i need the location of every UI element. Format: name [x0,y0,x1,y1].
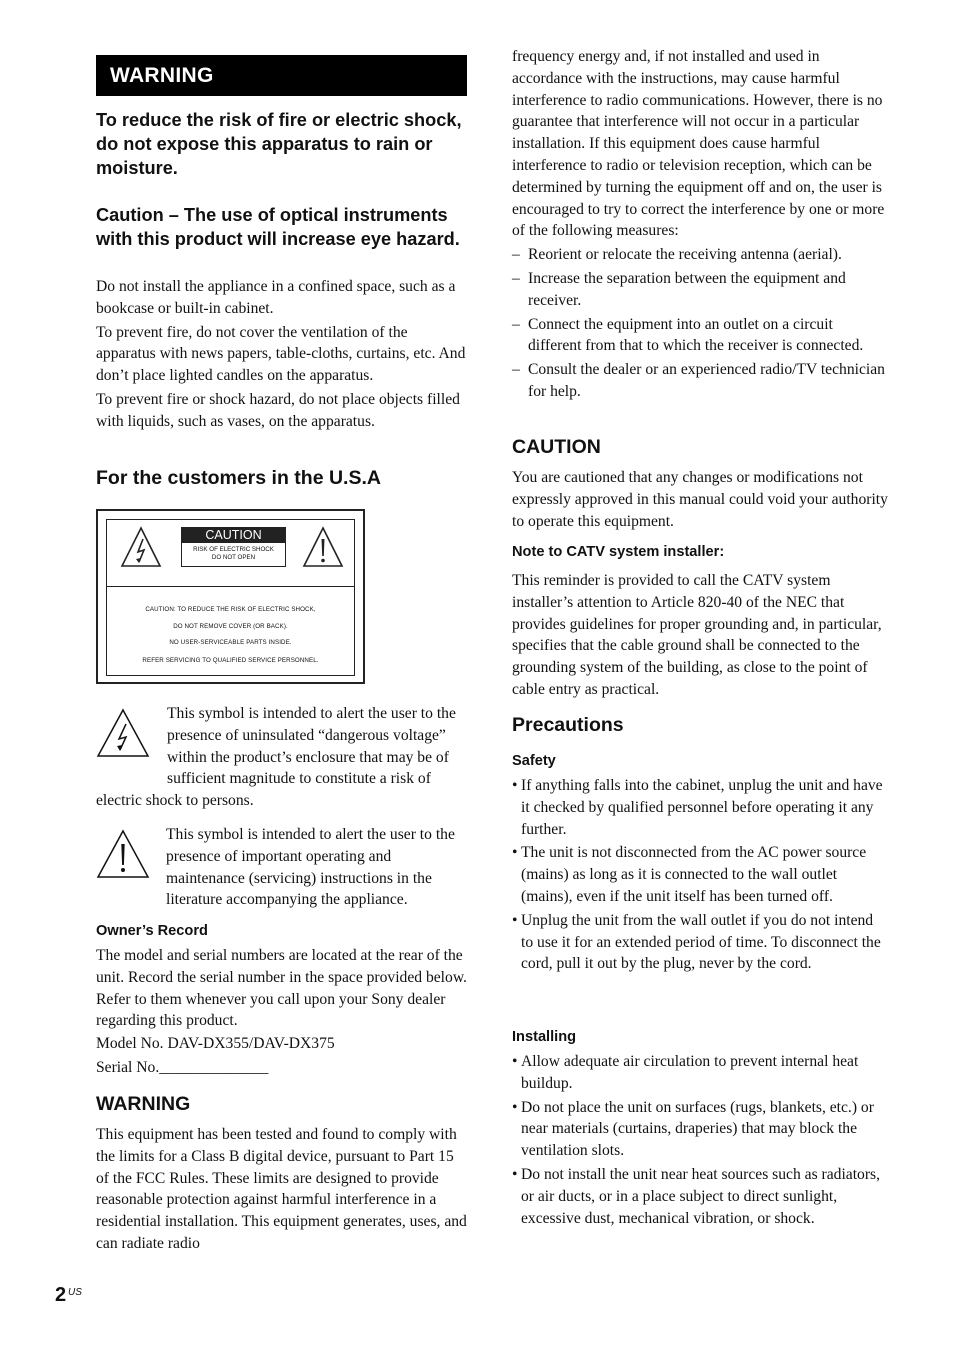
left-paragraphs [96,276,468,433]
measure-text: Reorient or relocate the receiving antenna (aerial). [528,246,842,264]
installing-item: • Do not install the unit near heat sources such as radiators, or air ducts, or in a place subject to direct sunlight, excessive dust, mechanical vibration, or shock. [512,1165,880,1227]
measure-text: Consult the dealer or an experienced radio/TV technician for help. [528,361,885,400]
measure-item: – Increase the separation between the equipment and receiver. [512,269,846,309]
catv-heading: Note to CATV system installer: [512,544,725,560]
symbol1-spacer [96,703,167,769]
page-suffix: US [68,1287,82,1298]
page-number: 2 [55,1284,67,1306]
right-top-block [512,46,888,403]
label-line-4: REFER SERVICING TO QUALIFIED SERVICE PERSONNEL. [142,657,319,664]
safety-item-text: If anything falls into the cabinet, unplug the unit and have it checked by qualified personnel before operating it any further. [521,777,883,838]
safety-list [512,775,888,975]
installing-item-text: Allow adequate air circulation to prevent internal heat buildup. [521,1053,859,1092]
owners-record-text: The model and serial numbers are located at the rear of the unit. Record the serial number in the space provided below. Refer to them whenever you call upon your Sony dealer regarding this product. [96,947,467,1030]
installing-item: • Do not place the unit on surfaces (rugs, blankets, etc.) or near materials (curtains, draperies) that may block the ventilation slots. [512,1098,874,1160]
caution-box [181,527,286,567]
symbol1-text: This symbol is intended to alert the user to the presence of uninsulated “dangerous voltage” within the product’s enclosure that may be of sufficient magnitude to constitute a risk of electric shock to persons. [96,705,456,810]
safety-item: • If anything falls into the cabinet, unplug the unit and have it checked by qualified personnel before operating it any further. [512,777,883,838]
label-divider [107,586,354,587]
label-line-2: DO NOT REMOVE COVER (OR BACK). [173,623,288,630]
installing-item: • Allow adequate air circulation to prevent internal heat buildup. [512,1053,859,1092]
caution-box-do-not-open: DO NOT OPEN [211,554,256,561]
owners-record-heading: Owner’s Record [96,923,208,939]
measure-item: – Connect the equipment into an outlet on a circuit different from that to which the receiver is connected. [512,315,864,355]
caution-optical: Caution – The use of optical instruments with this product will increase eye hazard. [96,205,460,249]
owners-record-block [96,945,468,1079]
para-liquids: To prevent fire or shock hazard, do not place objects filled with liquids, such as vases, on the apparatus. [96,390,460,430]
lightning-triangle-icon [119,525,163,569]
installing-list [512,1051,888,1229]
para-ventilation: To prevent fire, do not cover the ventilation of the apparatus with news papers, table-cloths, curtains, etc. And don’t place lighted candles on the apparatus. [96,323,466,385]
label-line-3: NO USER-SERVICEABLE PARTS INSIDE. [169,639,292,646]
safety-item: • The unit is not disconnected from the AC power source (mains) as long as it is connected to the wall outlet (mains), even if the unit itself has been turned off. [512,844,867,905]
label-line-1: CAUTION: TO REDUCE THE RISK OF ELECTRIC SHOCK, [145,606,316,613]
measure-text: Increase the separation between the equipment and receiver. [528,269,846,309]
catv-text: This reminder is provided to call the CATV system installer’s attention to Article 820-40 of the NEC that provides guidelines for proper grounding and, in particular, specifies that the cable ground shall be connected to the grounding system of the building, as close to the point of cable entry as practical. [512,572,882,698]
safety-heading: Safety [512,753,556,769]
caution-label [96,509,365,684]
serial-number: Serial No.______________ [96,1058,269,1076]
measure-item: – Consult the dealer or an experienced radio/TV technician for help. [512,361,885,400]
symbol2-description [96,824,468,911]
model-number: Model No. DAV-DX355/DAV-DX375 [96,1035,335,1053]
measure-text: Connect the equipment into an outlet on a circuit different from that to which the receiver is connected. [528,315,864,355]
caution-box-risk: RISK OF ELECTRIC SHOCK [193,546,274,553]
measure-item: – Reorient or relocate the receiving antenna (aerial). [512,246,842,264]
installing-item-text: Do not place the unit on surfaces (rugs, blankets, etc.) or near materials (curtains, draperies) that may block the ventilation slots. [521,1098,874,1160]
caution-heading: CAUTION [512,436,601,458]
warning-fcc-heading: WARNING [96,1093,191,1115]
precautions-heading: Precautions [512,714,624,736]
safety-item-text: The unit is not disconnected from the AC power source (mains) as long as it is connected to the wall outlet (mains), even if the unit itself has been turned off. [521,844,867,905]
exclamation-triangle-icon [301,525,345,569]
fcc-continued-text: frequency energy and, if not installed and used in accordance with the instructions, may cause harmful interference to radio communications. However, there is no guarantee that interference will not occur in a particular installation. If this equipment does cause harmful interference to radio or television reception, which can be determined by turning the equipment off and on, the user is encouraged to try to correct the interference by one or more of the following measures: [512,48,885,240]
symbol2-text: This symbol is intended to alert the user to the presence of important operating and maintenance (servicing) instructions in the literature accompanying the appliance. [166,826,455,909]
symbol1-description [96,703,468,812]
fire-warning: To reduce the risk of fire or electric shock, do not expose this apparatus to rain or moisture. [96,110,462,178]
para-confined-space: Do not install the appliance in a confined space, such as a bookcase or built-in cabinet. [96,278,456,317]
symbol2-spacer [96,824,166,890]
warning-fcc-text: This equipment has been tested and found to comply with the limits for a Class B digital device, pursuant to Part 15 of the FCC Rules. These limits are designed to provide reasonable protection against harmful interference in a residential installation. This equipment generates, uses, and can radiate radio [96,1126,467,1252]
installing-heading: Installing [512,1029,577,1045]
safety-item-text: Unplug the unit from the wall outlet if you do not intend to use it for an extended period of time. To disconnect the cord, pull it out by the plug, never by the cord. [521,911,881,973]
installing-item-text: Do not install the unit near heat sources such as radiators, or air ducts, or in a place subject to direct sunlight, excessive dust, mechanical vibration, or shock. [521,1165,880,1227]
caution-text: You are cautioned that any changes or modifications not expressly approved in this manual could void your authority to operate this equipment. [512,469,888,530]
usa-heading: For the customers in the U.S.A [96,467,381,489]
warning-banner: WARNING [96,55,467,96]
safety-item: • Unplug the unit from the wall outlet if you do not intend to use it for an extended period of time. To disconnect the cord, pull it out by the plug, never by the cord. [512,911,881,973]
caution-box-title: CAUTION [182,528,285,543]
